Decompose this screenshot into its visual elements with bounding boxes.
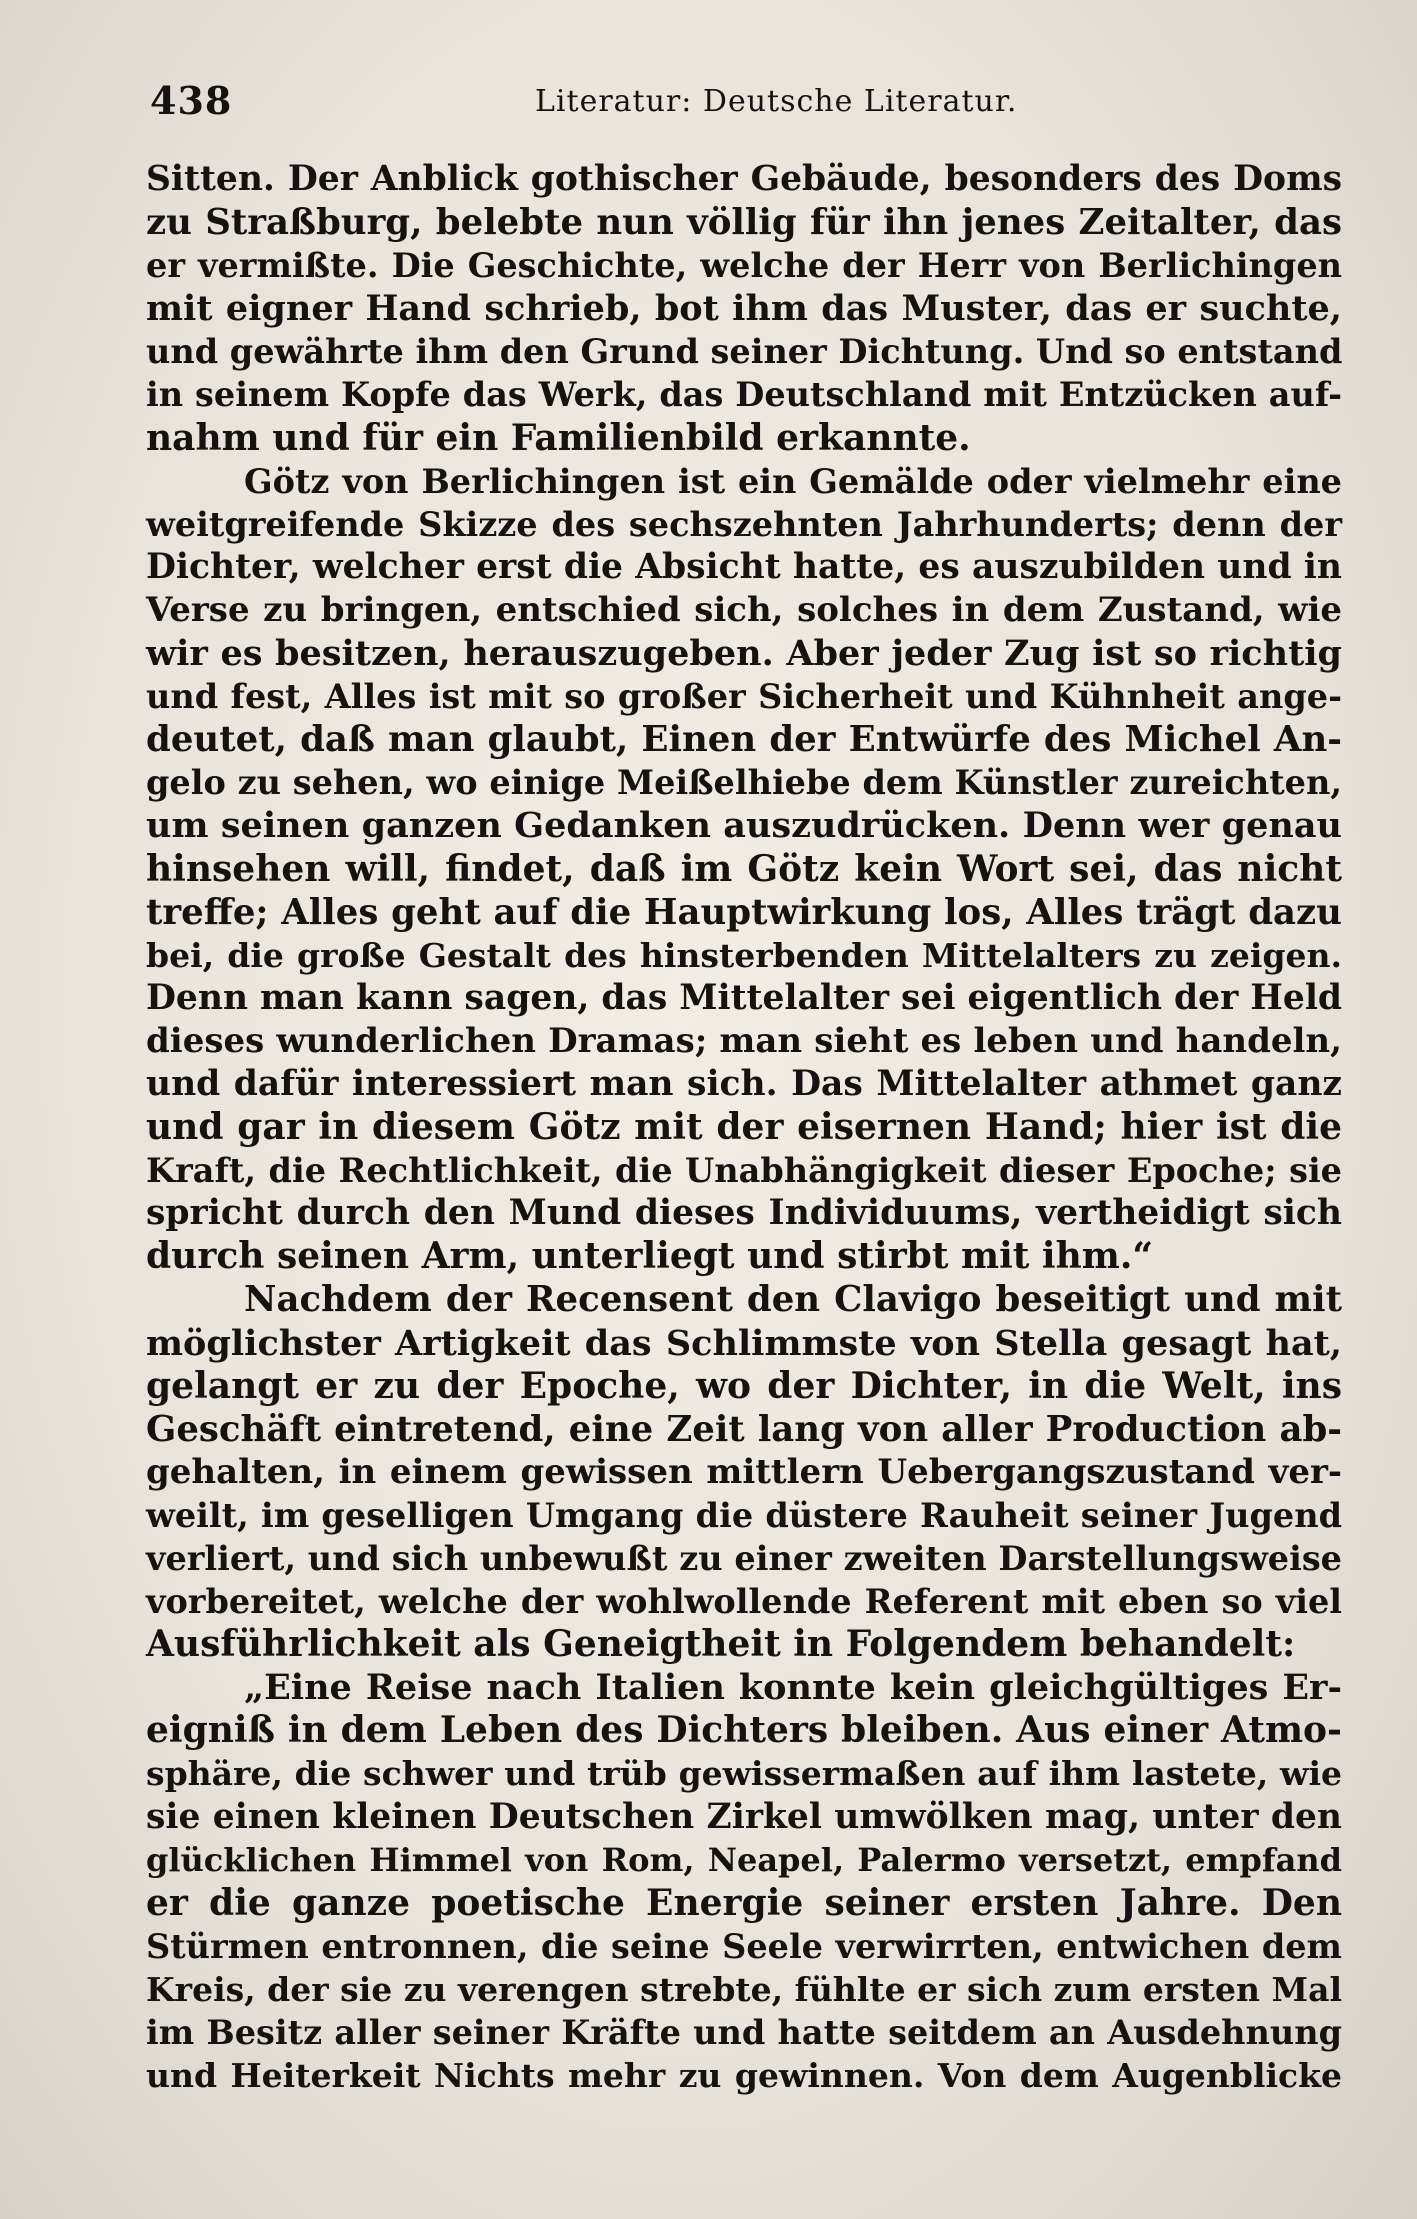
text-line: Dichter, welcher erst die Absicht hatte, es auszubilden und in [146, 546, 1342, 587]
text-line: vorbereitet, welche der wohlwollende Referent mit eben so viel [146, 1582, 1342, 1622]
text-line: weitgreifende Skizze des sechszehnten Jahrhunderts; denn der [146, 504, 1342, 544]
text-line: mit eigner Hand schrieb, bot ihm das Muster, das er suchte, [146, 288, 1342, 330]
text-line: Ausführlichkeit als Geneigtheit in Folgendem behandelt: [146, 1623, 1296, 1666]
running-head [150, 78, 1340, 130]
text-line: gelo zu sehen, wo einige Meißelhiebe dem Künstler zureichten, [146, 763, 1342, 803]
text-line: deutet, daß man glaubt, Einen der Entwürfe des Michel An- [146, 719, 1342, 761]
text-line: dieses wunderlichen Dramas; man sieht es leben und handeln, [146, 1020, 1342, 1061]
text-line: treffe; Alles geht auf die Hauptwirkung los, Alles trägt dazu [146, 891, 1342, 933]
text-line: spricht durch den Mund dieses Individuums, vertheidigt sich [146, 1193, 1342, 1234]
body-text [146, 158, 1342, 2097]
text-line: Denn man kann sagen, das Mittelalter sei eigentlich der Held [146, 977, 1343, 1018]
text-line: in seinem Kopfe das Werk, das Deutschland mit Entzücken auf- [146, 375, 1342, 415]
text-line: „Eine Reise nach Italien konnte kein gleichgültiges Er- [244, 1667, 1342, 1709]
text-line: Götz von Berlichingen ist ein Gemälde oder vielmehr eine [244, 461, 1342, 501]
text-line: Stürmen entronnen, die seine Seele verwirrten, entwichen dem [146, 1926, 1342, 1966]
text-line: um seinen ganzen Gedanken auszudrücken. Denn wer genau [146, 805, 1342, 847]
text-line: er vermißte. Die Geschichte, welche der Herr von Berlichingen [146, 246, 1342, 286]
text-line: verliert, und sich unbewußt zu einer zweiten Darstellungsweise [146, 1539, 1342, 1578]
text-line: weilt, im geselligen Umgang die düstere Rauheit seiner Jugend [146, 1495, 1342, 1535]
text-line: Verse zu bringen, entschied sich, solches in dem Zustand, wie [146, 589, 1342, 630]
running-title: Literatur: Deutsche Literatur. [535, 84, 1018, 119]
text-line: wir es besitzen, herauszugeben. Aber jeder Zug ist so richtig [146, 633, 1342, 675]
text-line: zu Straßburg, belebte nun völlig für ihn jenes Zeitalter, das [146, 202, 1342, 244]
text-line: sphäre, die schwer und trüb gewissermaßen auf ihm lastete, wie [146, 1754, 1342, 1794]
text-line: und fest, Alles ist mit so großer Sicherheit und Kühnheit ange- [146, 677, 1342, 717]
text-line: und gar in diesem Götz mit der eisernen Hand; hier ist die [146, 1106, 1342, 1149]
text-line: durch seinen Arm, unterliegt und stirbt mit ihm.“ [146, 1235, 1154, 1278]
text-line: und gewährte ihm den Grund seiner Dichtung. Und so entstand [146, 332, 1343, 372]
text-line: gelangt er zu der Epoche, wo der Dichter, in die Welt, ins [146, 1364, 1342, 1407]
text-line: Sitten. Der Anblick gothischer Gebäude, besonders des Doms [146, 159, 1342, 199]
text-line: gehalten, in einem gewissen mittlern Uebergangszustand ver- [146, 1451, 1342, 1492]
text-line: bei, die große Gestalt des hinsterbenden Mittelalters zu zeigen. [146, 935, 1342, 975]
page-number: 438 [150, 78, 233, 123]
text-line: Kraft, die Rechtlichkeit, die Unabhängigkeit dieser Epoche; sie [146, 1151, 1342, 1191]
text-line: Nachdem der Recensent den Clavigo beseitigt und mit [244, 1279, 1342, 1321]
text-line: er die ganze poetische Energie seiner ersten Jahre. Den [146, 1881, 1342, 1924]
text-line: und dafür interessiert man sich. Das Mittelalter athmet ganz [146, 1063, 1342, 1104]
text-line: und Heiterkeit Nichts mehr zu gewinnen. Von dem Augenblicke [146, 2056, 1342, 2096]
text-line: im Besitz aller seiner Kräfte und hatte seitdem an Ausdehnung [146, 2013, 1342, 2053]
text-line: Kreis, der sie zu verengen strebte, fühlte er sich zum ersten Mal [146, 1969, 1342, 2009]
text-line: möglichster Artigkeit das Schlimmste von Stella gesagt hat, [146, 1322, 1342, 1364]
text-line: nahm und für ein Familienbild erkannte. [146, 416, 971, 459]
text-line: Geschäft eintretend, eine Zeit lang von aller Production ab- [146, 1408, 1342, 1450]
text-line: hinsehen will, findet, daß im Götz kein Wort sei, das nicht [146, 847, 1342, 890]
text-line: glücklichen Himmel von Rom, Neapel, Palermo versetzt, empfand [146, 1840, 1342, 1879]
text-line: eigniß in dem Leben des Dichters bleiben. Aus einer Atmo- [146, 1709, 1342, 1752]
text-line: sie einen kleinen Deutschen Zirkel umwölken mag, unter den [146, 1796, 1342, 1837]
